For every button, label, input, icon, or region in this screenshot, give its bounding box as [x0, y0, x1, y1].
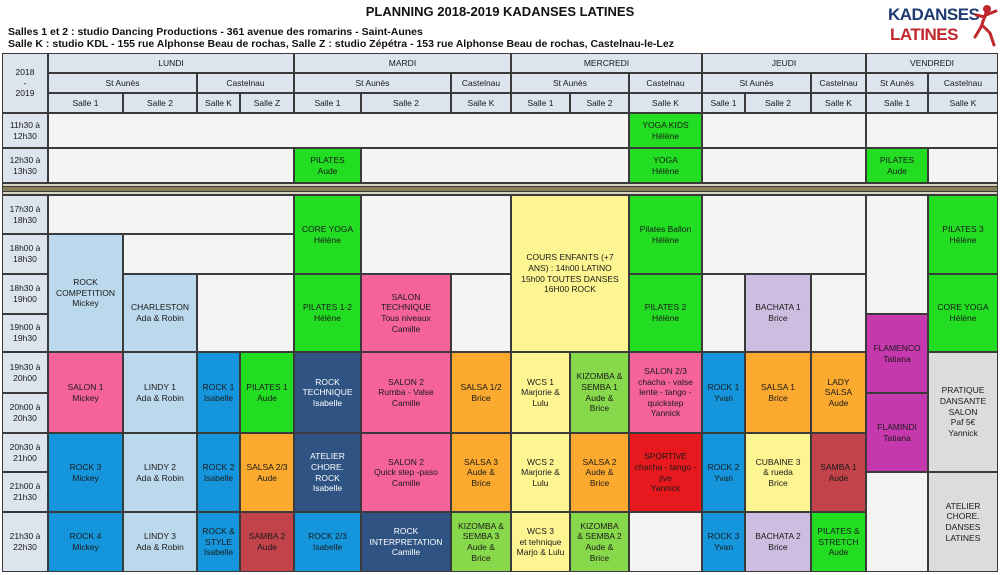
day-header-jeudi: JEUDI	[702, 53, 866, 73]
class-cell[interactable]: ROCK 2 Yvan	[702, 433, 745, 512]
time-label: 18h30 à 19h00	[2, 274, 48, 314]
class-cell[interactable]: PILATES & STRETCH Aude	[811, 512, 866, 572]
class-cell[interactable]: YOGA Hélène	[629, 148, 702, 183]
class-cell[interactable]: SALSA 2 Aude & Brice	[570, 433, 629, 512]
venue-header: Castelnau	[197, 73, 294, 93]
class-cell[interactable]: KIZOMBA & SEMBA 2 Aude & Brice	[570, 512, 629, 572]
class-cell[interactable]: WCS 2 Marjorie & Lulu	[511, 433, 570, 512]
empty-block	[702, 274, 745, 352]
class-cell[interactable]: BACHATA 2 Brice	[745, 512, 811, 572]
empty-block	[451, 274, 511, 352]
empty-block	[197, 274, 294, 352]
class-cell[interactable]: ATELIER CHORE. DANSES LATINES	[928, 472, 998, 572]
class-cell[interactable]: SAMBA 2 Aude	[240, 512, 294, 572]
class-cell[interactable]: SALON 1 Mickey	[48, 352, 123, 433]
class-cell[interactable]: LINDY 1 Ada & Robin	[123, 352, 197, 433]
class-cell[interactable]: KIZOMBA & SEMBA 3 Aude & Brice	[451, 512, 511, 572]
time-label: 18h00 à 18h30	[2, 234, 48, 274]
room-header: Salle 1	[702, 93, 745, 113]
room-header: Salle 2	[745, 93, 811, 113]
day-header-lundi: LUNDI	[48, 53, 294, 73]
class-cell[interactable]: SALON 2/3 chacha - valse lente - tango - quickstep Yannick	[629, 352, 702, 433]
time-label: 19h30 à 20h00	[2, 352, 48, 393]
venue-header: St Aunès	[294, 73, 451, 93]
empty-block	[811, 274, 866, 352]
time-label: 21h30 à 22h30	[2, 512, 48, 572]
class-cell[interactable]: PILATES 1 Aude	[240, 352, 294, 433]
empty-block	[361, 148, 629, 183]
empty-block	[866, 113, 998, 148]
class-cell[interactable]: COURS ENFANTS (+7 ANS) : 14h00 LATINO 15h00 TOUTES DANSES 16H00 ROCK	[511, 195, 629, 352]
logo-line-2: LATINES	[890, 25, 958, 44]
class-cell[interactable]: SALSA 2/3 Aude	[240, 433, 294, 512]
class-cell[interactable]: PILATES Aude	[294, 148, 361, 183]
empty-block	[48, 148, 294, 183]
room-header: Salle 1	[866, 93, 928, 113]
time-label: 19h00 à 19h30	[2, 314, 48, 352]
empty-block	[361, 195, 511, 274]
class-cell[interactable]: CHARLESTON Ada & Robin	[123, 274, 197, 352]
class-cell[interactable]: CORE YOGA Hélène	[928, 274, 998, 352]
class-cell[interactable]: ROCK 3 Mickey	[48, 433, 123, 512]
class-cell[interactable]: PILATES 2 Hélène	[629, 274, 702, 352]
class-cell[interactable]: SALON 2 Rumba - Valse Camille	[361, 352, 451, 433]
class-cell[interactable]: ROCK 2 Isabelle	[197, 433, 240, 512]
class-cell[interactable]: LINDY 2 Ada & Robin	[123, 433, 197, 512]
time-label: 20h30 à 21h00	[2, 433, 48, 472]
room-header: Salle 1	[48, 93, 123, 113]
class-cell[interactable]: SALSA 1/2 Brice	[451, 352, 511, 433]
header-line-2: Salle K : studio KDL - 155 rue Alphonse Beau de rochas, Salle Z : studio Zépétra - 153 rue Alphonse Beau de rochas, Castelnau-le-Lez	[8, 38, 674, 50]
class-cell[interactable]: SPORTIVE chacha - tango - jive Yannick	[629, 433, 702, 512]
class-cell[interactable]: SALON TECHNIQUE Tous niveaux Camille	[361, 274, 451, 352]
empty-block	[123, 234, 294, 274]
empty-block	[702, 148, 866, 183]
class-cell[interactable]: ROCK 2/3 Isabelle	[294, 512, 361, 572]
empty-block	[48, 113, 629, 148]
class-cell[interactable]: ATELIER CHORE. ROCK Isabelle	[294, 433, 361, 512]
empty-block	[702, 195, 866, 274]
venue-header: St Aunès	[866, 73, 928, 93]
time-label: 21h00 à 21h30	[2, 472, 48, 512]
room-header: Salle K	[811, 93, 866, 113]
room-header: Salle 1	[294, 93, 361, 113]
empty-block	[629, 512, 702, 572]
room-header: Salle Z	[240, 93, 294, 113]
time-label: 17h30 à 18h30	[2, 195, 48, 234]
class-cell[interactable]: ROCK 1 Yvan	[702, 352, 745, 433]
class-cell[interactable]: PILATES 3 Hélène	[928, 195, 998, 274]
room-header: Salle K	[197, 93, 240, 113]
class-cell[interactable]: Pilates Ballon Hélène	[629, 195, 702, 274]
class-cell[interactable]: PILATES 1-2 Hélène	[294, 274, 361, 352]
class-cell[interactable]: LINDY 3 Ada & Robin	[123, 512, 197, 572]
time-label: 11h30 à 12h30	[2, 113, 48, 148]
class-cell[interactable]: KIZOMBA & SEMBA 1 Aude & Brice	[570, 352, 629, 433]
logo	[888, 3, 998, 47]
class-cell[interactable]: SAMBA 1 Aude	[811, 433, 866, 512]
class-cell[interactable]: ROCK 1 Isabelle	[197, 352, 240, 433]
venue-header: St Aunès	[702, 73, 811, 93]
class-cell[interactable]: ROCK 4 Mickey	[48, 512, 123, 572]
class-cell[interactable]: SALSA 1 Brice	[745, 352, 811, 433]
venue-header: Castelnau	[451, 73, 511, 93]
venue-header: Castelnau	[811, 73, 866, 93]
empty-block	[866, 195, 928, 314]
venue-header: Castelnau	[928, 73, 998, 93]
header-line-1: Salles 1 et 2 : studio Dancing Productions - 361 avenue des romarins - Saint-Aunes	[8, 26, 423, 38]
class-cell[interactable]: FLAMENCO Tatiana	[866, 314, 928, 393]
section-divider-bar	[2, 186, 998, 192]
class-cell[interactable]: ROCK & STYLE Isabelle	[197, 512, 240, 572]
room-header: Salle K	[451, 93, 511, 113]
room-header: Salle K	[629, 93, 702, 113]
class-cell[interactable]: YOGA KIDS Hélène	[629, 113, 702, 148]
dancer-icon	[970, 3, 1000, 47]
class-cell[interactable]: ROCK COMPETITION Mickey	[48, 234, 123, 352]
class-cell[interactable]: CORE YOGA Hélène	[294, 195, 361, 274]
class-cell[interactable]: SALON 2 Quick step -paso Camille	[361, 433, 451, 512]
empty-block	[702, 113, 866, 148]
page-title: PLANNING 2018-2019 KADANSES LATINES	[365, 4, 635, 19]
class-cell[interactable]: CUBAINE 3 & rueda Brice	[745, 433, 811, 512]
year-cell: 2018 - 2019	[2, 53, 48, 113]
class-cell[interactable]: PILATES Aude	[866, 148, 928, 183]
class-cell[interactable]: FLAMINDI Tatiana	[866, 393, 928, 472]
day-header-mardi: MARDI	[294, 53, 511, 73]
empty-block	[928, 148, 998, 183]
room-header: Salle 1	[511, 93, 570, 113]
class-cell[interactable]: LADY SALSA Aude	[811, 352, 866, 433]
class-cell[interactable]: BACHATA 1 Brice	[745, 274, 811, 352]
time-label: 12h30 à 13h30	[2, 148, 48, 183]
class-cell[interactable]: ROCK 3 Yvan	[702, 512, 745, 572]
empty-block	[48, 195, 294, 234]
venue-header: St Aunès	[48, 73, 197, 93]
time-label: 20h00 à 20h30	[2, 393, 48, 433]
venue-header: St Aunès	[511, 73, 629, 93]
empty-block	[866, 472, 928, 572]
class-cell[interactable]: WCS 3 et tehnique Marjo & Lulu	[511, 512, 570, 572]
venue-header: Castelnau	[629, 73, 702, 93]
logo-line-1: KADANSES	[888, 5, 980, 24]
class-cell[interactable]: WCS 1 Marjorie & Lulu	[511, 352, 570, 433]
class-cell[interactable]: ROCK INTERPRETATION Camille	[361, 512, 451, 572]
class-cell[interactable]: PRATIQUE DANSANTE SALON Paf 5€ Yannick	[928, 352, 998, 472]
room-header: Salle 2	[570, 93, 629, 113]
room-header: Salle 2	[123, 93, 197, 113]
day-header-vendredi: VENDREDI	[866, 53, 998, 73]
day-header-mercredi: MERCREDI	[511, 53, 702, 73]
class-cell[interactable]: SALSA 3 Aude & Brice	[451, 433, 511, 512]
room-header: Salle 2	[361, 93, 451, 113]
class-cell[interactable]: ROCK TECHNIQUE Isabelle	[294, 352, 361, 433]
room-header: Salle K	[928, 93, 998, 113]
